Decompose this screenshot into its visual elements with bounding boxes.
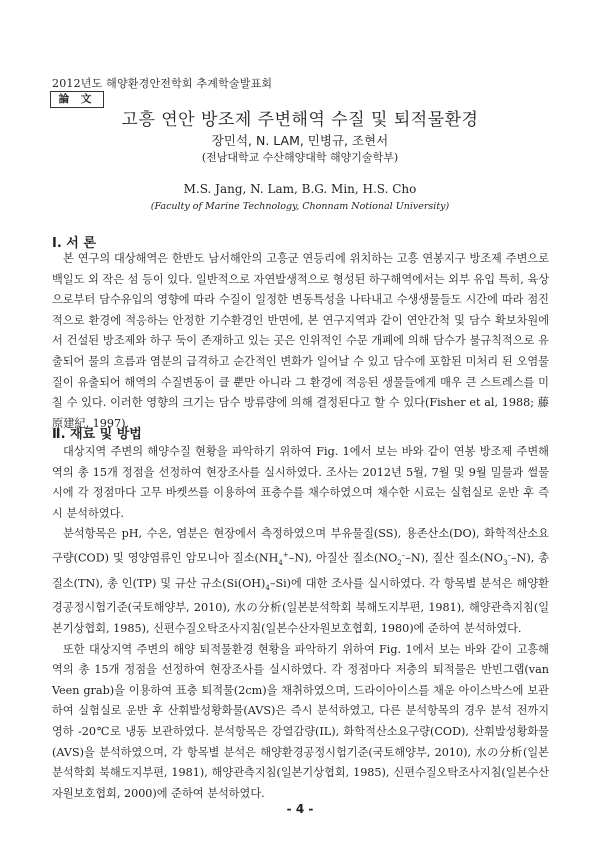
authors-english: M.S. Jang, N. Lam, B.G. Min, H.S. Cho	[183, 182, 417, 196]
authors-korean: 장민석, N. LAM, 민병규, 조현서	[211, 133, 389, 148]
section-introduction-body	[52, 249, 549, 434]
conference-header: 2012년도 해양환경안전학회 추계학술발표회	[52, 77, 273, 90]
introduction-paragraph: 본 연구의 대상해역은 한반도 남서해안의 고흥군 연등리에 위치하는 고흥 연봉지구 방조제 주변으로 백일도 외 작은 섬 등이 있다. 일반적으로 자연발생적으로 형성된 하구해역에서는 외부 유입 특히, 육상으로부터 담수유입의 영향에 따라 수질이 일정한 변동특성을 나타내고 수생생물들도 시간에 따라 점진적으로 환경에 적응하는 안정한 기수환경인 반면에, 본 연구지역과 같이 연안간척 및 담수 확보차원에서 건설된 방조제와 하구 둑이 존재하고 있는 곳은 인위적인 수문 개폐에 의해 담수가 불규칙적으로 유출되어 물의 흐름과 염분의 급격하고 순간적인 변화가 일어날 수 있고 담수에 포함된 미처리 된 오염물질이 유출되어 해역의 수질변동이 클 뿐만 아니라 그 환경에 적응된 생물들에게 매우 큰 스트레스를 미칠 수 있다. 이러한 영향의 크기는 담수 방류량에 의해 결정된다고 할 수 있다(Fisher et al, 1988; 藤原建紀, 1997).	[52, 252, 549, 430]
article-type-badge: 論 文	[50, 91, 104, 108]
methods-paragraph-1: 대상지역 주변의 해양수질 현황을 파악하기 위하여 Fig. 1에서 보는 바와 같이 연봉 방조제 주변해역의 총 15개 정점을 선정하여 현장조사를 실시하였다. 조사는 2012년 5월, 7월 및 9월 밀물과 썰물시에 각 정점마다 고무 바켓쓰를 이용하여 표층수를 채수하였으며 채수한 시료는 실험실로 운반 후 즉시 분석하였다.	[52, 445, 549, 520]
affiliation-korean: (전남대학교 수산해양대학 해양기술학부)	[201, 151, 399, 164]
methods-paragraph-2: 분석항목은 pH, 수온, 염분은 현장에서 측정하였으며 부유물질(SS), 용존산소(DO), 화학적산소요구량(COD) 및 영양염류인 암모니아 질소$(NH_4^+-N)$, 아질산 질소$(NO_2^--N)$, 질산 질소$(NO_3^--N)$, 총질소(TN), 총 인(TP) 및 규산 규소$(Si(OH)_4-Si)$에 대한 조사를 실시하였다. 각 항목별 분석은 해양환경공정시험기준(국토해양부, 2010), 水の分析(일본분석학회 북해도지부편, 1981), 해양관측지침(일본기상협회, 1985), 신편수질오탁조사지침(일본수산자원보호협회, 1980)에 준하여 분석하였다.	[52, 527, 549, 635]
affiliation-english: (Faculty of Marine Technology, Chonnam Notional University)	[150, 201, 450, 212]
section-methods-body	[52, 442, 549, 804]
paper-title: 고흥 연안 방조제 주변해역 수질 및 퇴적물환경	[121, 110, 479, 130]
page-number: - 4 -	[286, 802, 314, 816]
methods-paragraph-3: 또한 대상지역 주변의 해양 퇴적물환경 현황을 파악하기 위하여 Fig. 1에서 보는 바와 같이 고흥해역의 총 15개 정점을 선정하여 현장조사를 실시하였다. 각 정점마다 저층의 퇴적물은 반빈그랩(van Veen grab)을 이용하여 표층 퇴적물(2cm)을 채취하였으며, 드라이아이스를 채운 아이스박스에 보관하여 실험실로 운반 후 산휘발성황화물(AVS)은 즉시 분석하였고, 다른 분석항목의 경우 분석 전까지 영하 -20℃로 냉동 보관하였다. 분석항목은 강열감량(IL), 화학적산소요구량(COD), 산휘발성황화물(AVS)을 분석하였으며, 각 항목별 분석은 해양환경공정시험기준(국토해양부, 2010), 水の分析(일본분석학회 북해도지부편, 1981), 해양관측지침(일본기상협회, 1985), 신편수질오탁조사지침(일본수산자원보호협회, 2000)에 준하여 분석하였다.	[52, 642, 549, 800]
section-heading-introduction: Ⅰ. 서 론	[52, 236, 96, 251]
section-heading-methods: Ⅱ. 재료 및 방법	[52, 427, 142, 442]
